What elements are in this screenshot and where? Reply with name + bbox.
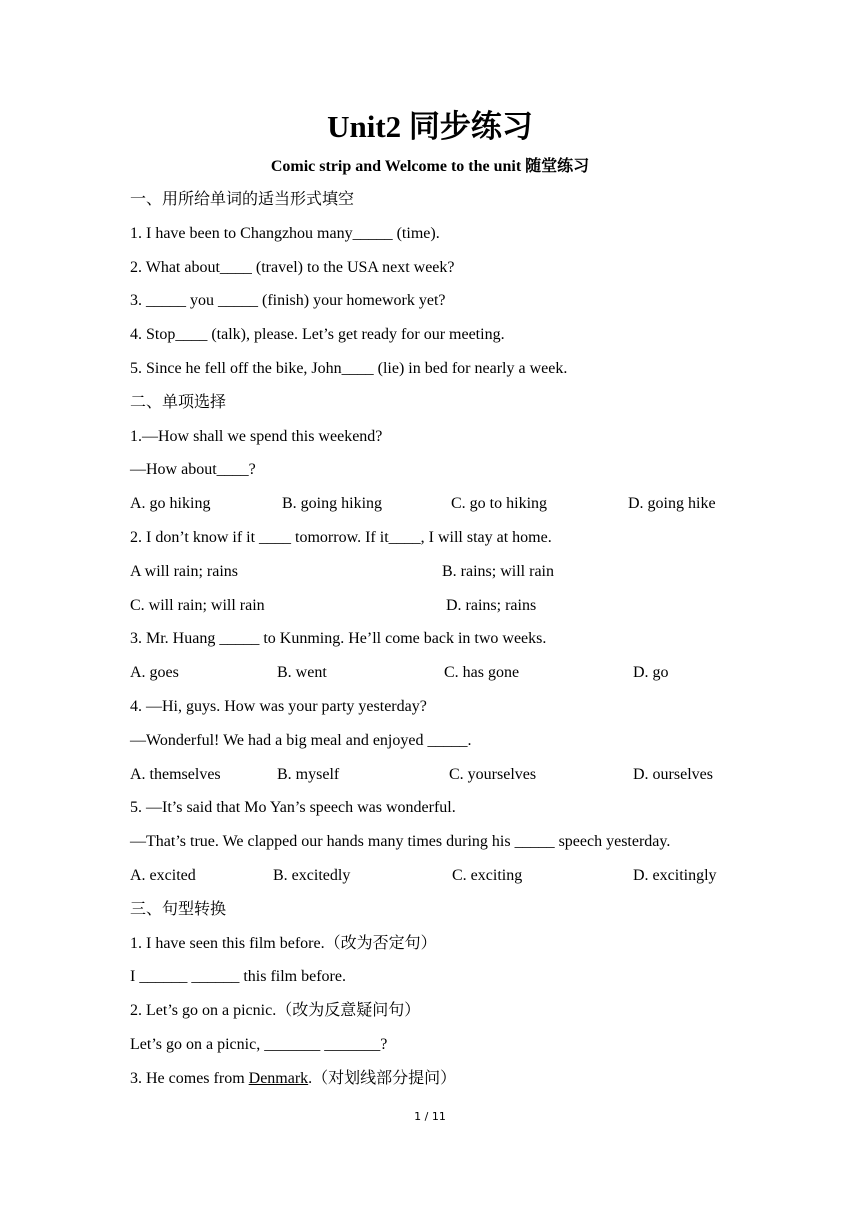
- mc-q5-option-d: D. excitingly: [633, 866, 717, 884]
- page-title: Unit2 同步练习: [327, 109, 533, 144]
- mc-q3-options: [130, 660, 750, 694]
- mc-q5-stem2: —That’s true. We clapped our hands many times during his _____ speech yesterday.: [130, 833, 671, 851]
- fill-blank-item-2: 2. What about____ (travel) to the USA next week?: [130, 258, 455, 276]
- exercise-content: [130, 187, 750, 1100]
- mc-q2-option-c: C. will rain; will rain: [130, 596, 265, 614]
- mc-q3-option-a: A. goes: [130, 664, 179, 682]
- mc-q4-option-d: D. ourselves: [633, 765, 713, 783]
- transform-q3-underlined-word: Denmark: [248, 1069, 309, 1087]
- mc-q2-options-ab: [130, 559, 750, 593]
- mc-q5-options: [130, 863, 750, 897]
- mc-q2-options-cd: [130, 593, 750, 627]
- transform-q3-stem: [130, 1066, 750, 1100]
- mc-q5-option-a: A. excited: [130, 866, 196, 884]
- mc-q1-stem: 1.—How shall we spend this weekend?: [130, 427, 383, 445]
- mc-q3-stem: 3. Mr. Huang _____ to Kunming. He’ll come back in two weeks.: [130, 630, 547, 648]
- mc-q1-stem2: —How about____?: [130, 461, 256, 479]
- mc-q4-stem: 4. —Hi, guys. How was your party yesterday?: [130, 697, 427, 715]
- section3-heading: 三、句型转换: [130, 900, 227, 918]
- mc-q3-option-d: D. go: [633, 664, 669, 682]
- transform-q1-stem: 1. I have seen this film before.（改为否定句）: [130, 934, 437, 952]
- page-number: 1 / 11: [414, 1110, 446, 1123]
- mc-q1-options: [130, 491, 750, 525]
- transform-q1-answer: I ______ ______ this film before.: [130, 968, 346, 986]
- mc-q1-option-a: A. go hiking: [130, 495, 211, 513]
- mc-q4-option-a: A. themselves: [130, 765, 221, 783]
- transform-q3-stem-after: .（对划线部分提问）: [308, 1069, 457, 1087]
- mc-q2-option-b: B. rains; will rain: [442, 562, 554, 580]
- mc-q2-option-d: D. rains; rains: [446, 596, 537, 614]
- mc-q1-option-d: D. going hike: [628, 495, 716, 513]
- fill-blank-item-1: 1. I have been to Changzhou many_____ (time).: [130, 224, 440, 242]
- transform-q2-answer: Let’s go on a picnic, _______ _______?: [130, 1035, 388, 1053]
- transform-q2-stem: 2. Let’s go on a picnic.（改为反意疑问句）: [130, 1002, 421, 1020]
- mc-q4-option-b: B. myself: [277, 765, 340, 783]
- transform-q3-stem-before: 3. He comes from: [130, 1069, 249, 1087]
- mc-q2-option-a: A will rain; rains: [130, 562, 238, 580]
- mc-q5-option-c: C. exciting: [452, 866, 523, 884]
- mc-q3-option-b: B. went: [277, 664, 327, 682]
- section2-heading: 二、单项选择: [130, 393, 227, 411]
- page-subtitle: Comic strip and Welcome to the unit 随堂练习: [270, 158, 590, 175]
- fill-blank-item-4: 4. Stop____ (talk), please. Let’s get ready for our meeting.: [130, 326, 505, 344]
- mc-q1-option-c: C. go to hiking: [451, 495, 548, 513]
- mc-q1-option-b: B. going hiking: [282, 495, 383, 513]
- mc-q3-option-c: C. has gone: [444, 664, 520, 682]
- mc-q2-stem: 2. I don’t know if it ____ tomorrow. If it____, I will stay at home.: [130, 528, 552, 546]
- fill-blank-item-3: 3. _____ you _____ (finish) your homework yet?: [130, 292, 446, 310]
- mc-q4-stem2: —Wonderful! We had a big meal and enjoyed _____.: [130, 731, 472, 749]
- mc-q5-stem: 5. —It’s said that Mo Yan’s speech was wonderful.: [130, 799, 456, 817]
- section1-heading: 一、用所给单词的适当形式填空: [130, 191, 355, 208]
- mc-q4-options: [130, 762, 750, 796]
- fill-blank-item-5: 5. Since he fell off the bike, John____ (lie) in bed for nearly a week.: [130, 359, 568, 377]
- mc-q5-option-b: B. excitedly: [273, 866, 351, 884]
- mc-q4-option-c: C. yourselves: [449, 765, 537, 783]
